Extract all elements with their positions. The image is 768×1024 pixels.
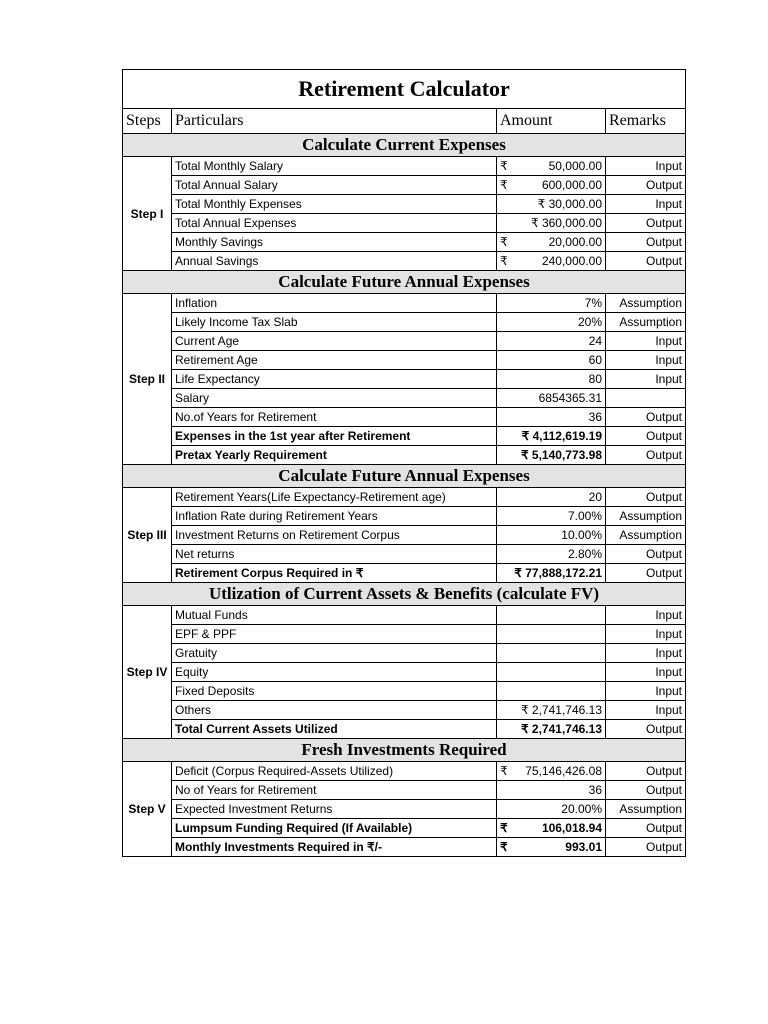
remark-cell[interactable]: Output xyxy=(606,564,686,583)
amount-cell[interactable] xyxy=(497,233,606,252)
step-label: Step V xyxy=(123,762,172,857)
amount-cell[interactable] xyxy=(497,294,606,313)
amount-cell[interactable] xyxy=(497,720,606,739)
amount-cell[interactable] xyxy=(497,408,606,427)
amount-cell[interactable] xyxy=(497,625,606,644)
remark-cell[interactable]: Output xyxy=(606,176,686,195)
particular-cell[interactable]: Current Age xyxy=(172,332,497,351)
table-row xyxy=(123,233,686,252)
section-heading-row xyxy=(123,465,686,488)
amount-value: ₹ 2,741,746.13 xyxy=(520,703,602,717)
amount-value: ₹ 5,140,773.98 xyxy=(520,448,602,462)
amount-value: 993.01 xyxy=(565,840,602,854)
particular-cell[interactable]: Monthly Savings xyxy=(172,233,497,252)
amount-value: 20 xyxy=(588,490,602,504)
amount-cell[interactable] xyxy=(497,157,606,176)
table-row xyxy=(123,545,686,564)
header-steps: Steps xyxy=(123,109,172,134)
amount-value: 240,000.00 xyxy=(541,254,602,268)
table-row xyxy=(123,252,686,271)
particular-cell[interactable]: Inflation xyxy=(172,294,497,313)
amount-value: 20.00% xyxy=(561,802,602,816)
table-row xyxy=(123,370,686,389)
particular-cell[interactable]: Others xyxy=(172,701,497,720)
page-title: Retirement Calculator xyxy=(123,70,686,109)
remark-cell[interactable]: Output xyxy=(606,427,686,446)
table-row xyxy=(123,427,686,446)
particular-cell[interactable]: Likely Income Tax Slab xyxy=(172,313,497,332)
particular-cell[interactable]: Investment Returns on Retirement Corpus xyxy=(172,526,497,545)
remark-cell[interactable]: Output xyxy=(606,819,686,838)
amount-cell[interactable] xyxy=(497,313,606,332)
section-heading: Calculate Future Annual Expenses xyxy=(123,465,686,488)
rupee-symbol: ₹ xyxy=(500,254,508,268)
table-row xyxy=(123,446,686,465)
section-heading: Utlization of Current Assets & Benefits (calculate FV) xyxy=(123,583,686,606)
table-row xyxy=(123,332,686,351)
particular-cell[interactable]: No.of Years for Retirement xyxy=(172,408,497,427)
table-row xyxy=(123,313,686,332)
remark-cell[interactable]: Output xyxy=(606,408,686,427)
amount-value: 106,018.94 xyxy=(541,821,602,835)
particular-cell[interactable]: Lumpsum Funding Required (If Available) xyxy=(172,819,497,838)
table-row xyxy=(123,214,686,233)
remark-cell[interactable]: Input xyxy=(606,351,686,370)
amount-value: ₹ 4,112,619.19 xyxy=(521,429,602,443)
remark-cell[interactable]: Assumption xyxy=(606,800,686,819)
amount-cell[interactable] xyxy=(497,800,606,819)
particular-cell[interactable]: Equity xyxy=(172,663,497,682)
amount-cell[interactable] xyxy=(497,819,606,838)
particular-cell[interactable]: EPF & PPF xyxy=(172,625,497,644)
amount-value: ₹ 2,741,746.13 xyxy=(520,722,602,736)
table-row xyxy=(123,176,686,195)
amount-cell[interactable] xyxy=(497,332,606,351)
remark-cell[interactable]: Output xyxy=(606,446,686,465)
amount-cell[interactable] xyxy=(497,644,606,663)
remark-cell[interactable]: Output xyxy=(606,720,686,739)
remark-cell[interactable]: Input xyxy=(606,644,686,663)
step-label: Step II xyxy=(123,294,172,465)
table-row xyxy=(123,488,686,507)
header-amount: Amount xyxy=(497,109,606,134)
header-remarks: Remarks xyxy=(606,109,686,134)
amount-cell[interactable] xyxy=(497,446,606,465)
table-row xyxy=(123,781,686,800)
remark-cell[interactable]: Input xyxy=(606,606,686,625)
table-row xyxy=(123,701,686,720)
rupee-symbol: ₹ xyxy=(500,159,508,173)
particular-cell[interactable]: Gratuity xyxy=(172,644,497,663)
table-row xyxy=(123,644,686,663)
amount-cell[interactable] xyxy=(497,564,606,583)
rupee-symbol: ₹ xyxy=(500,840,508,854)
particular-cell[interactable]: Pretax Yearly Requirement xyxy=(172,446,497,465)
particular-cell[interactable]: Mutual Funds xyxy=(172,606,497,625)
remark-cell[interactable]: Input xyxy=(606,332,686,351)
table-row xyxy=(123,606,686,625)
amount-value: 36 xyxy=(588,410,602,424)
amount-value: ₹ 30,000.00 xyxy=(537,197,602,211)
header-particulars: Particulars xyxy=(172,109,497,134)
amount-cell[interactable] xyxy=(497,526,606,545)
table-row xyxy=(123,351,686,370)
remark-cell[interactable]: Output xyxy=(606,838,686,857)
remark-cell[interactable]: Input xyxy=(606,625,686,644)
table-row xyxy=(123,195,686,214)
particular-cell[interactable]: Fixed Deposits xyxy=(172,682,497,701)
retirement-calculator-table xyxy=(122,69,686,857)
table-body xyxy=(123,70,686,857)
remark-cell[interactable]: Input xyxy=(606,370,686,389)
step-label: Step IV xyxy=(123,606,172,739)
amount-cell[interactable] xyxy=(497,663,606,682)
amount-value: 20,000.00 xyxy=(548,235,602,249)
remark-cell[interactable]: Input xyxy=(606,663,686,682)
amount-cell[interactable] xyxy=(497,507,606,526)
amount-cell[interactable] xyxy=(497,606,606,625)
rupee-symbol: ₹ xyxy=(500,821,508,835)
particular-cell[interactable]: Total Monthly Salary xyxy=(172,157,497,176)
table-row xyxy=(123,682,686,701)
amount-value: 36 xyxy=(588,783,602,797)
amount-value: 7.00% xyxy=(567,509,602,523)
amount-value: 6854365.31 xyxy=(538,391,602,405)
table-row xyxy=(123,819,686,838)
amount-value: 2.80% xyxy=(567,547,602,561)
remark-cell[interactable]: Assumption xyxy=(606,507,686,526)
particular-cell[interactable]: Expenses in the 1st year after Retirement xyxy=(172,427,497,446)
remark-cell[interactable]: Input xyxy=(606,701,686,720)
remark-cell[interactable]: Assumption xyxy=(606,313,686,332)
remark-cell[interactable]: Input xyxy=(606,682,686,701)
table-row xyxy=(123,408,686,427)
particular-cell[interactable]: Total Annual Expenses xyxy=(172,214,497,233)
table-row xyxy=(123,526,686,545)
section-heading: Calculate Future Annual Expenses xyxy=(123,271,686,294)
section-heading: Fresh Investments Required xyxy=(123,739,686,762)
table-row xyxy=(123,157,686,176)
amount-value: ₹ 77,888,172.21 xyxy=(514,566,602,580)
amount-value: 24 xyxy=(588,334,602,348)
remark-cell[interactable]: Output xyxy=(606,233,686,252)
particular-cell[interactable]: Retirement Corpus Required in ₹ xyxy=(172,564,497,583)
remark-cell[interactable]: Output xyxy=(606,762,686,781)
amount-cell[interactable] xyxy=(497,488,606,507)
particular-cell[interactable]: No of Years for Retirement xyxy=(172,781,497,800)
amount-cell[interactable] xyxy=(497,701,606,720)
amount-cell[interactable] xyxy=(497,351,606,370)
section-heading-row xyxy=(123,583,686,606)
table-row xyxy=(123,389,686,408)
table-row xyxy=(123,507,686,526)
remark-cell[interactable]: Input xyxy=(606,157,686,176)
table-row xyxy=(123,762,686,781)
step-label: Step III xyxy=(123,488,172,583)
particular-cell[interactable]: Total Current Assets Utilized xyxy=(172,720,497,739)
section-heading-row xyxy=(123,271,686,294)
amount-cell[interactable] xyxy=(497,214,606,233)
amount-value: 10.00% xyxy=(561,528,602,542)
table-row xyxy=(123,294,686,313)
amount-cell[interactable] xyxy=(497,545,606,564)
remark-cell[interactable]: Assumption xyxy=(606,294,686,313)
particular-cell[interactable]: Retirement Age xyxy=(172,351,497,370)
section-heading-row xyxy=(123,134,686,157)
remark-cell[interactable]: Input xyxy=(606,195,686,214)
remark-cell[interactable]: Output xyxy=(606,214,686,233)
step-label: Step I xyxy=(123,157,172,271)
particular-cell[interactable]: Salary xyxy=(172,389,497,408)
amount-cell[interactable] xyxy=(497,389,606,408)
table-row xyxy=(123,663,686,682)
particular-cell[interactable]: Monthly Investments Required in ₹/- xyxy=(172,838,497,857)
amount-cell[interactable] xyxy=(497,781,606,800)
remark-cell[interactable]: Output xyxy=(606,252,686,271)
section-heading: Calculate Current Expenses xyxy=(123,134,686,157)
remark-cell[interactable] xyxy=(606,389,686,408)
rupee-symbol: ₹ xyxy=(500,235,508,249)
particular-cell[interactable]: Inflation Rate during Retirement Years xyxy=(172,507,497,526)
particular-cell[interactable]: Total Annual Salary xyxy=(172,176,497,195)
particular-cell[interactable]: Expected Investment Returns xyxy=(172,800,497,819)
amount-cell[interactable] xyxy=(497,252,606,271)
amount-value: ₹ 360,000.00 xyxy=(530,216,602,230)
amount-value: 50,000.00 xyxy=(548,159,602,173)
amount-cell[interactable] xyxy=(497,427,606,446)
amount-cell[interactable] xyxy=(497,370,606,389)
amount-cell[interactable] xyxy=(497,682,606,701)
remark-cell[interactable]: Output xyxy=(606,488,686,507)
particular-cell[interactable]: Annual Savings xyxy=(172,252,497,271)
particular-cell[interactable]: Life Expectancy xyxy=(172,370,497,389)
header-row xyxy=(123,109,686,134)
amount-cell[interactable] xyxy=(497,762,606,781)
particular-cell[interactable]: Total Monthly Expenses xyxy=(172,195,497,214)
amount-cell[interactable] xyxy=(497,176,606,195)
amount-cell[interactable] xyxy=(497,195,606,214)
table-row xyxy=(123,800,686,819)
section-heading-row xyxy=(123,739,686,762)
table-row xyxy=(123,838,686,857)
amount-value: 7% xyxy=(584,296,602,310)
rupee-symbol: ₹ xyxy=(500,764,508,778)
particular-cell[interactable]: Net returns xyxy=(172,545,497,564)
remark-cell[interactable]: Output xyxy=(606,545,686,564)
particular-cell[interactable]: Retirement Years(Life Expectancy-Retirement age) xyxy=(172,488,497,507)
amount-cell[interactable] xyxy=(497,838,606,857)
table-row xyxy=(123,625,686,644)
amount-value: 80 xyxy=(588,372,602,386)
remark-cell[interactable]: Assumption xyxy=(606,526,686,545)
amount-value: 600,000.00 xyxy=(541,178,602,192)
amount-value: 75,146,426.08 xyxy=(525,764,602,778)
table-row xyxy=(123,564,686,583)
amount-value: 60 xyxy=(588,353,602,367)
remark-cell[interactable]: Output xyxy=(606,781,686,800)
table-row xyxy=(123,720,686,739)
particular-cell[interactable]: Deficit (Corpus Required-Assets Utilized) xyxy=(172,762,497,781)
amount-value: 20% xyxy=(577,315,602,329)
rupee-symbol: ₹ xyxy=(500,178,508,192)
